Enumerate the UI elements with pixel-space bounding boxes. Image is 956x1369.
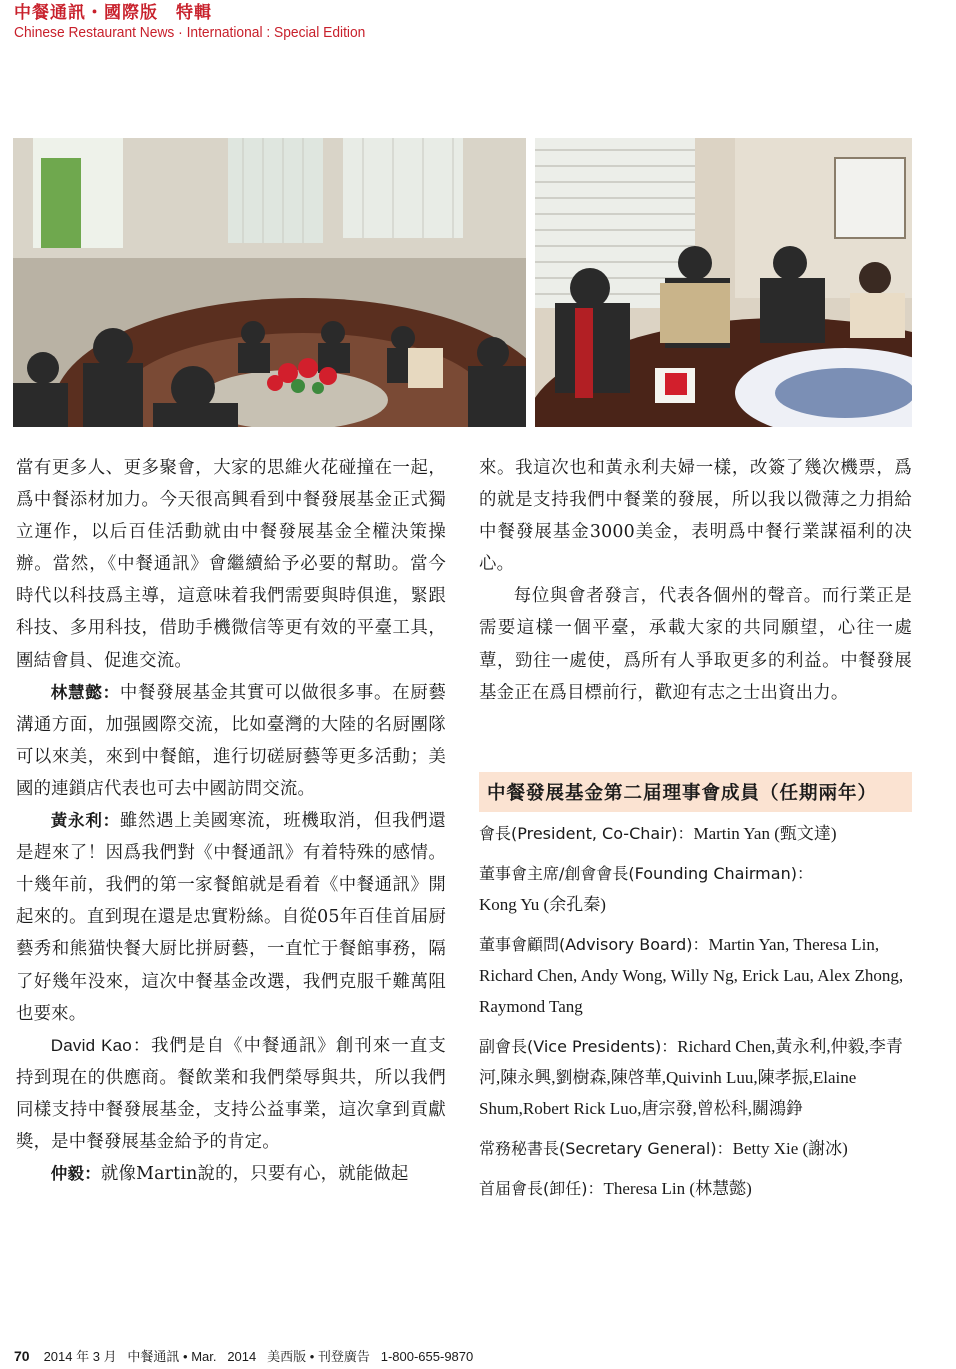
speaker-name: 仲毅： (50, 1164, 101, 1184)
footer-edition: 美西版 • 刊登廣告 (267, 1349, 370, 1364)
article-paragraph (16, 805, 446, 1030)
header-title-en: Chinese Restaurant News · International : Special Edition (14, 24, 366, 41)
article-paragraph (16, 1158, 446, 1190)
footer-publication: 中餐通訊 • Mar. (127, 1349, 217, 1364)
meeting-photo-left (13, 138, 526, 427)
board-names: Betty Xie (謝冰) (732, 1139, 848, 1158)
header-title-cn: 中餐通訊・國際版 特輯 (14, 3, 212, 23)
board-names: Theresa Lin (林慧懿) (603, 1179, 752, 1198)
page-header (14, 2, 396, 42)
board-role: 會長(President, Co-Chair)： (479, 824, 694, 843)
board-entry-president (479, 818, 919, 849)
board-names: Kong Yu (余孔秦) (479, 895, 606, 914)
board-role: 首届會長(卸任)： (479, 1179, 604, 1198)
speech-text: 中餐發展基金其實可以做很多事。在厨藝溝通方面，加强國際交流，比如臺灣的大陸的名厨團隊可以來美，來到中餐館，進行切磋厨藝等更多活動；美國的連鎖店代表也可去中國訪問交流。 (16, 682, 446, 799)
page-number: 70 (14, 1348, 30, 1364)
board-role: 常務秘書長(Secretary General)： (479, 1139, 733, 1158)
board-members-title: 中餐發展基金第二届理事會成員（任期兩年） (487, 783, 878, 804)
article-paragraph (16, 1030, 446, 1158)
board-names: Martin Yan, Theresa Lin, Richard Chen, Andy Wong, Willy Ng, Erick Lau, Alex Zhong, Raymond Tang (479, 935, 904, 1016)
article-paragraph: 當有更多人、更多聚會，大家的思維火花碰撞在一起，爲中餐添材加力。今天很高興看到中餐發展基金正式獨立運作，以后百佳活動就由中餐發展基金全權決策操辦。當然，《中餐通訊》會繼續給予必要的幫助。當今時代以科技爲主導，這意味着我們需要與時俱進，緊跟科技、多用科技，借助手機微信等更有效的平臺工具，團結會員、促進交流。 (16, 458, 446, 671)
board-entry-former-president (479, 1173, 919, 1204)
article-paragraph: 每位與會者發言，代表各個州的聲音。而行業正是需要這樣一個平臺，承載大家的共同願望，心往一處蕈，勁往一處使，爲所有人爭取更多的利益。中餐發展基金正在爲目標前行，歡迎有志之士出資出力。 (479, 586, 912, 703)
speaker-name: 林慧懿： (50, 682, 120, 702)
board-members-heading (479, 772, 912, 812)
speaker-name: 黃永利： (50, 811, 120, 831)
board-role: 董事會顧問(Advisory Board)： (479, 935, 709, 954)
board-entry-advisory-board (479, 929, 919, 1022)
board-entry-vice-presidents (479, 1031, 919, 1124)
article-paragraph: 來。我這次也和黃永利夫婦一樣，改簽了幾次機票，爲的就是支持我們中餐業的發展，所以我以微薄之力捐給中餐發展基金3000美金，表明爲中餐行業謀福利的决心。 (479, 458, 912, 575)
board-entry-secretary-general (479, 1133, 919, 1164)
board-members-list (479, 818, 919, 1213)
board-names: Richard Chen,黃永利,仲毅,李青河,陳永興,劉樹森,陳啓華,Quivinh Luu,陳孝振,Elaine Shum,Robert Rick Luo,唐宗發,曾松科,關鴻錚 (479, 1037, 903, 1118)
speech-text: 我們是自《中餐通訊》創刊來一直支持到現在的供應商。餐飲業和我們榮辱與共，所以我們同樣支持中餐發展基金，支持公益事業，這次拿到貢獻獎，是中餐發展基金給予的肯定。 (16, 1035, 446, 1152)
article-right-column (479, 452, 912, 709)
page-footer (14, 1346, 473, 1365)
footer-year: 2014 (227, 1349, 257, 1364)
article-left-column (16, 452, 446, 1190)
footer-date: 2014 年 3 月 (43, 1349, 117, 1364)
board-names: Martin Yan (甄文達) (693, 824, 837, 843)
board-role: 董事會主席/創會會長(Founding Chairman)： (479, 864, 813, 883)
footer-phone: 1-800-655-9870 (380, 1349, 474, 1364)
board-role: 副會長(Vice Presidents)： (479, 1037, 678, 1056)
speaker-name: David Kao： (50, 1035, 151, 1055)
article-paragraph (16, 677, 446, 805)
speech-text: 就像Martin說的，只要有心，就能做起 (100, 1164, 409, 1185)
meeting-photo-right (535, 138, 912, 427)
speech-text: 雖然遇上美國寒流，班機取消，但我們還是趕來了！因爲我們對《中餐通訊》有着特殊的感情。十幾年前，我們的第一家餐館就是看着《中餐通訊》開起來的。直到現在還是忠實粉絲。自從05年百佳首届厨藝秀和熊猫快餐大厨比拼厨藝，一直忙于餐館事務，隔了好幾年没來，這次中餐基金改選，我們克服千難萬阻也要來。 (16, 811, 446, 1024)
board-entry-founding-chairman (479, 858, 919, 920)
